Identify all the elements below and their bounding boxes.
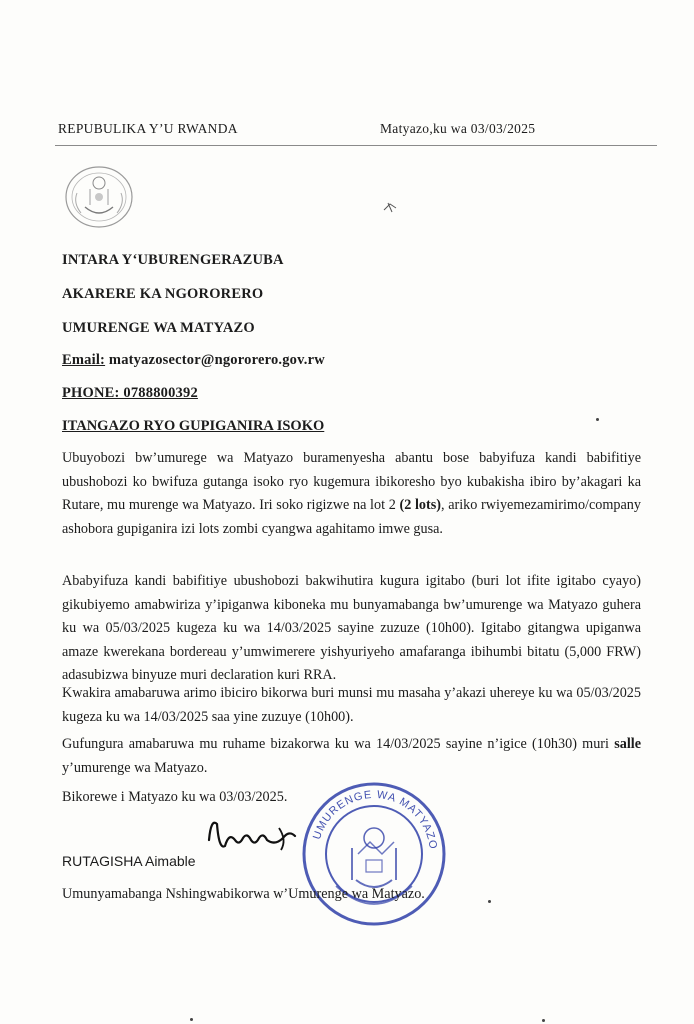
speck [488, 900, 491, 903]
signer-title: Umunyamabanga Nshingwabikorwa w’Umurenge wa Matyazo. [62, 886, 425, 902]
p4-text-a: Gufungura amabaruwa mu ruhame bizakorwa ku wa 14/03/2025 sayine n’igice (10h30) muri [62, 736, 615, 752]
place-date-header: Matyazo,ku wa 03/03/2025 [380, 121, 536, 136]
notice-paragraph-3: Kwakira amabaruwa arimo ibiciro bikorwa buri munsi mu masaha y’akazi uhereye ku wa 05/03/2025 kugeza ku wa 14/03/2025 saa yine zuzuye (10h00). [62, 685, 641, 725]
district-line: AKARERE KA NGORORERO [62, 286, 264, 302]
rwanda-coat-of-arms-icon [63, 163, 135, 231]
p1-bold: (2 lots) [399, 497, 441, 513]
phone-text: PHONE: 0788800392 [62, 385, 198, 401]
p1-text-a: Ubuyobozi bw’umurege wa Matyazo buramenyesha abantu bose babyifuza kandi babifitiye ubushobozi ko bwifuza gutanga isoko ryo kugemura ibikoresho byo kubakisha ibiro by’akagari ka Rutare, mu murenge wa Matyazo. Iri soko rigizwe na lot 2 [62, 450, 641, 513]
notice-paragraph-1 [62, 447, 641, 541]
speck [542, 1019, 545, 1022]
header-divider [55, 145, 657, 146]
signature-icon [205, 810, 300, 858]
notice-title: ITANGAZO RYO GUPIGANIRA ISOKO [62, 418, 325, 434]
email-line [62, 352, 325, 369]
sector-line: UMURENGE WA MATYAZO [62, 320, 255, 336]
p4-text-b: y’umurenge wa Matyazo. [62, 759, 208, 776]
official-stamp-icon [296, 776, 451, 931]
p4-bold: salle [614, 736, 641, 752]
stamp-text: UMURENGE WA MATYAZO [311, 788, 439, 851]
closing-place-date: Bikorewe i Matyazo ku wa 03/03/2025. [62, 789, 288, 805]
country-name: REPUBULIKA Y’U RWANDA [58, 121, 238, 136]
signer-name: RUTAGISHA Aimable [62, 853, 196, 869]
email-label: Email: [62, 352, 106, 368]
province-line: INTARA Y‘UBURENGERAZUBA [62, 252, 284, 268]
email-value: matyazosector@ngororero.gov.rw [105, 352, 325, 368]
letterhead [58, 121, 654, 141]
notice-paragraph-4 [62, 733, 641, 780]
speck [190, 1018, 193, 1021]
notice-paragraph-2: Ababyifuza kandi babifitiye ubushobozi bakwihutira kugura igitabo (buri lot ifite igitabo cyayo) gikubiyemo amabwiriza y’ipiganwa kiboneka mu bunyamabanga bw’umurenge wa Matyazo guhera ku wa 05/03/2025 kugeza ku wa 14/03/2025 sayine zuzuze (10h00). Igitabo gitangwa upiganwa amaze kwerekana bordereau y’umwimerere yishyuriyeho amafaranga ibihumbi bitatu (5,000 FRW) adasubizwa binyuze muri declaration kuri RRA. [62, 573, 641, 683]
p1-text-b: , ariko rwiyemezamirimo/company ashobora gupiganira izi lots zombi cyangwa agahitamo imwe gusa. [62, 497, 641, 537]
pen-mark-icon [382, 200, 398, 214]
speck [596, 418, 599, 421]
phone-line [62, 385, 198, 402]
